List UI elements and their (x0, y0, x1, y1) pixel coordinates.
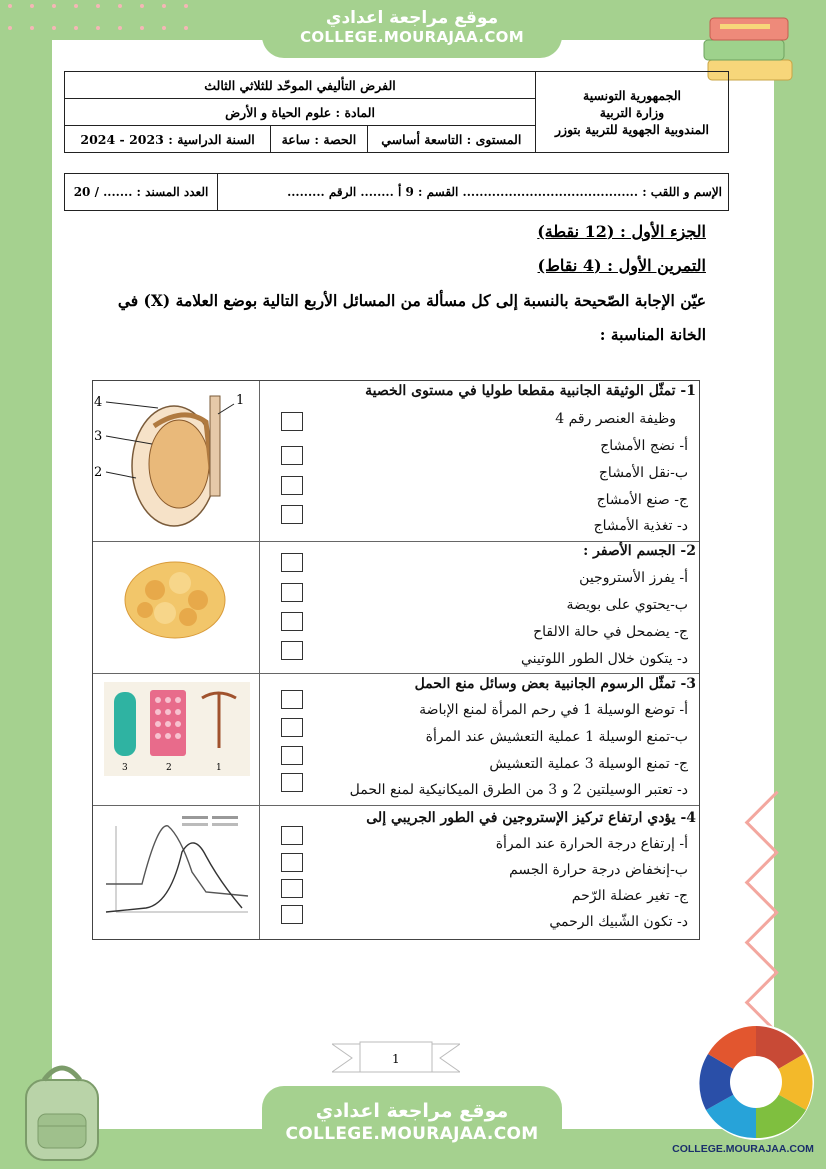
banner-bottom-arabic: موقع مراجعة اعدادي (315, 1100, 509, 1122)
q1-option-c: ج- صنع الأمشاج (596, 492, 688, 508)
q2-option-b: ب-يحتوي على بويضة (566, 597, 688, 613)
q2-checkbox-a[interactable] (281, 553, 303, 572)
q2-checkbox-d[interactable] (281, 641, 303, 660)
row-divider (93, 673, 699, 674)
duration: الحصة : ساعة (271, 126, 367, 153)
subject: المادة : علوم الحياة و الأرض (65, 99, 536, 126)
corpus-luteum-image (120, 555, 230, 645)
bottom-banner[interactable] (262, 1086, 562, 1169)
fig-label-2: 2 (94, 465, 103, 480)
q4-title: 4- يؤدي ارتفاع تركيز الإستروجين في الطور الجريبي إلى (366, 810, 696, 826)
grade-field[interactable]: العدد المسند : ....... / 20 (65, 174, 218, 211)
testis-diagram (94, 386, 254, 536)
top-banner[interactable] (262, 0, 562, 58)
level: المستوى : التاسعة أساسي (367, 126, 535, 153)
q3-checkbox-c[interactable] (281, 746, 303, 765)
q4-option-c: ج- تغير عضلة الرّحم (571, 888, 688, 904)
header-table (64, 71, 729, 153)
q1-checkbox-d[interactable] (281, 505, 303, 524)
site-logo (694, 1022, 818, 1146)
student-info-table (64, 173, 729, 211)
q3-checkbox-a[interactable] (281, 690, 303, 709)
banner-top-arabic: موقع مراجعة اعدادي (325, 8, 499, 28)
q3-option-c: ج- تمنع الوسيلة 3 عملية التعشيش (489, 756, 688, 772)
q4-checkbox-a[interactable] (281, 826, 303, 845)
exam-title: الفرض التأليفي الموحّد للثلاثي الثالث (65, 72, 536, 99)
school-year: السنة الدراسية : 2023 - 2024 (65, 126, 271, 153)
q2-checkbox-b[interactable] (281, 583, 303, 602)
q2-checkbox-c[interactable] (281, 612, 303, 631)
part1-title: الجزء الأول : (12 نقطة) (537, 222, 706, 241)
header-ministry: وزارة التربية (599, 104, 665, 120)
q3-option-d: د- تعتبر الوسيلتين 2 و 3 من الطرق الميكانيكية لمنع الحمل (349, 782, 688, 798)
q1-option-a: أ- نضج الأمشاج (600, 438, 688, 454)
header-country: الجمهورية التونسية (583, 87, 681, 103)
q4-checkbox-c[interactable] (281, 879, 303, 898)
q1-option-d: د- تغذية الأمشاج (593, 518, 688, 534)
contraceptives-image (104, 682, 250, 776)
fig-label-3: 3 (94, 429, 103, 444)
q3-title: 3- تمثّل الرسوم الجانبية بعض وسائل منع الحمل (414, 676, 696, 692)
hormone-graph (102, 812, 252, 924)
q3-checkbox-b[interactable] (281, 718, 303, 737)
q3-option-b: ب-تمنع الوسيلة 1 عملية التعشيش عند المرأة (425, 729, 688, 745)
column-divider (259, 381, 260, 939)
q4-checkbox-d[interactable] (281, 905, 303, 924)
q2-title: 2- الجسم الأصفر : (583, 543, 696, 559)
banner-top-url[interactable]: COLLEGE.MOURAJAA.COM (300, 28, 524, 46)
device-label-2: 2 (166, 763, 172, 773)
student-name-field[interactable]: الإسم و اللقب : .......................................... القسم : 9 أ ........ الرقم ......... (218, 174, 729, 211)
q4-option-a: أ- إرتفاع درجة الحرارة عند المرأة (495, 836, 688, 852)
device-label-3: 3 (122, 763, 128, 773)
banner-bottom-url[interactable]: COLLEGE.MOURAJAA.COM (285, 1124, 539, 1144)
fig-label-1: 1 (236, 393, 245, 408)
q2-option-a: أ- يفرز الأستروجين (579, 570, 688, 586)
row-divider (93, 541, 699, 542)
row-divider (93, 805, 699, 806)
q3-option-a: أ- توضع الوسيلة 1 في رحم المرأة لمنع الإباضة (419, 702, 688, 718)
page-number-ribbon (332, 1040, 460, 1076)
q1-option-b: ب-نقل الأمشاج (598, 465, 688, 481)
header-directorate: المندوبية الجهوية للتربية بتوزر (555, 121, 709, 137)
device-label-1: 1 (216, 763, 222, 773)
q1-title: 1- تمثّل الوثيقة الجانبية مقطعا طوليا في مستوى الخصية (365, 383, 696, 399)
page-number: 1 (392, 1052, 400, 1066)
q4-checkbox-b[interactable] (281, 853, 303, 872)
q1-subtitle: وظيفة العنصر رقم 4 (555, 411, 676, 427)
q4-option-b: ب-إنخفاض درجة حرارة الجسم (509, 862, 688, 878)
logo-caption[interactable]: COLLEGE.MOURAJAA.COM (672, 1143, 814, 1155)
q1-checkbox-a[interactable] (281, 412, 303, 431)
backpack-icon (14, 1056, 114, 1166)
q2-option-c: ج- يضمحل في حالة الالقاح (533, 624, 688, 640)
fig-label-4: 4 (94, 395, 103, 410)
q2-option-d: د- يتكون خلال الطور اللوتيني (521, 651, 688, 667)
instruction: عيّن الإجابة الصّحيحة بالنسبة إلى كل مسألة من المسائل الأربع التالية بوضع العلامة (X) في الخانة المناسبة : (117, 291, 706, 344)
q3-checkbox-d[interactable] (281, 773, 303, 792)
exercise1-title: التمرين الأول : (4 نقاط) (537, 256, 706, 275)
q4-option-d: د- تكون الشّبيك الرحمي (549, 914, 688, 930)
q1-checkbox-b[interactable] (281, 446, 303, 465)
q1-checkbox-c[interactable] (281, 476, 303, 495)
